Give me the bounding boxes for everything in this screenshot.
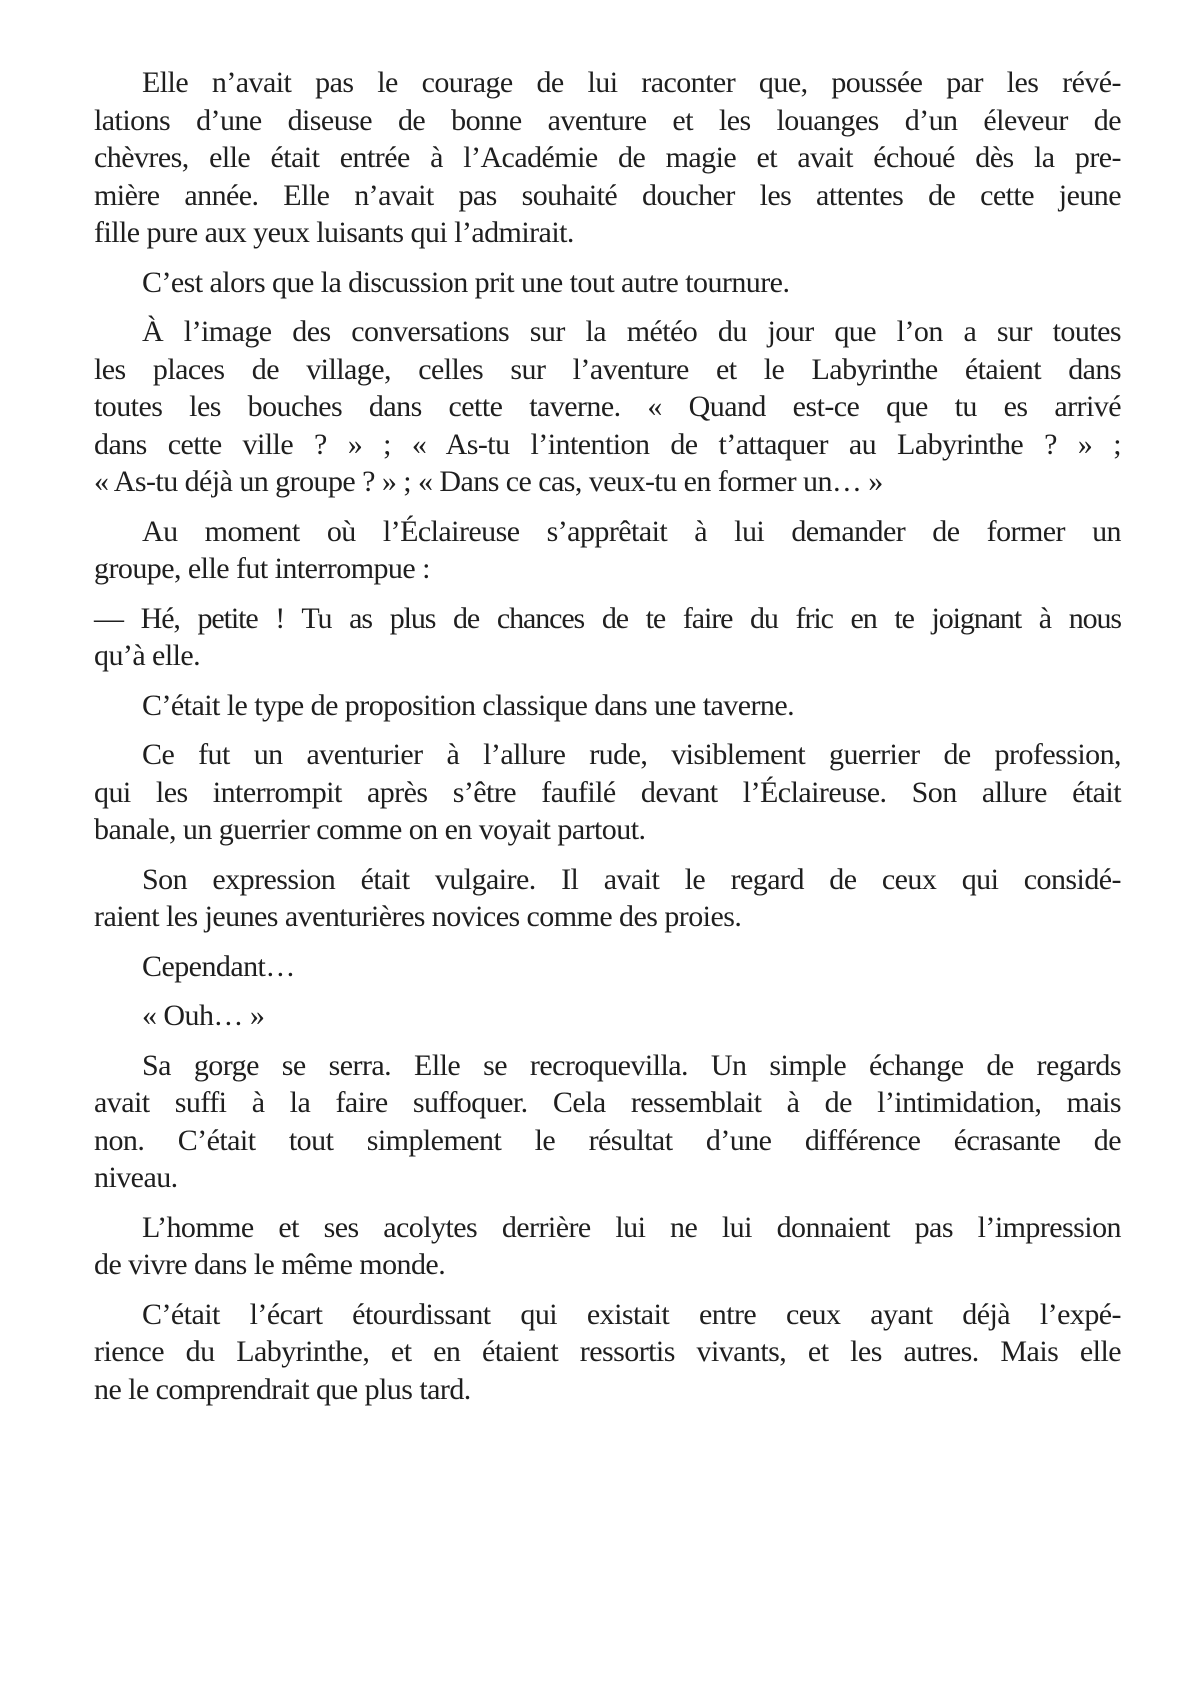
text-line: ne le comprendrait que plus tard.	[94, 1372, 471, 1406]
text-line: fille pure aux yeux luisants qui l’admirait.	[94, 216, 574, 249]
paragraph	[94, 513, 1121, 588]
text-line: L’homme et ses acolytes derrière lui ne lui donnaient pas l’impression	[142, 1210, 1121, 1244]
text-line: — Hé, petite ! Tu as plus de chances de te faire du fric en te joignant à nous	[94, 601, 1121, 635]
text-line: de vivre dans le même monde.	[94, 1248, 446, 1281]
text-line: À l’image des conversations sur la météo du jour que l’on a sur toutes	[142, 315, 1121, 348]
paragraph	[94, 313, 1121, 501]
text-line: « As-tu déjà un groupe ? » ; « Dans ce cas, veux-tu en former un… »	[94, 465, 883, 498]
text-line: raient les jeunes aventurières novices comme des proies.	[94, 900, 742, 933]
text-line: non. C’était tout simplement le résultat d’une différence écrasante de	[94, 1123, 1121, 1157]
paragraph	[94, 1296, 1121, 1409]
text-line: les places de village, celles sur l’aventure et le Labyrinthe étaient dans	[94, 352, 1121, 386]
text-line: Ce fut un aventurier à l’allure rude, visiblement guerrier de profession,	[142, 738, 1121, 771]
text-line: Sa gorge se serra. Elle se recroquevilla. Un simple échange de regards	[142, 1048, 1121, 1082]
text-line: C’était l’écart étourdissant qui existait entre ceux ayant déjà l’expé-	[142, 1297, 1121, 1331]
text-line: lations d’une diseuse de bonne aventure et les louanges d’un éleveur de	[94, 103, 1121, 137]
paragraph	[94, 861, 1121, 936]
text-line: qui les interrompit après s’être faufilé devant l’Éclaireuse. Son allure était	[94, 775, 1121, 809]
text-line: toutes les bouches dans cette taverne. « Quand est-ce que tu es arrivé	[94, 390, 1121, 423]
paragraph	[94, 948, 1121, 986]
text-line: qu’à elle.	[94, 639, 201, 672]
text-line: chèvres, elle était entrée à l’Académie de magie et avait échoué dès la pre-	[94, 141, 1121, 174]
text-line: Elle n’avait pas le courage de lui raconter que, poussée par les révé-	[142, 66, 1121, 99]
text-line: niveau.	[94, 1161, 178, 1194]
text-line: C’était le type de proposition classique dans une taverne.	[142, 688, 795, 722]
text-line: C’est alors que la discussion prit une tout autre tournure.	[142, 265, 790, 299]
text-line: rience du Labyrinthe, et en étaient ressortis vivants, et les autres. Mais elle	[94, 1335, 1121, 1368]
text-line: banale, un guerrier comme on en voyait partout.	[94, 813, 646, 846]
text-line: Cependant…	[142, 949, 295, 983]
text-line: avait suffi à la faire suffoquer. Cela ressemblait à de l’intimidation, mais	[94, 1086, 1121, 1119]
paragraph	[94, 1209, 1121, 1284]
paragraph	[94, 997, 1121, 1035]
paragraph	[94, 64, 1121, 252]
text-line: Son expression était vulgaire. Il avait le regard de ceux qui considé-	[142, 862, 1121, 896]
book-page	[94, 64, 1121, 1420]
text-line: mière année. Elle n’avait pas souhaité doucher les attentes de cette jeune	[94, 178, 1121, 212]
text-line: dans cette ville ? » ; « As-tu l’intention de t’attaquer au Labyrinthe ? » ;	[94, 427, 1121, 461]
paragraph	[94, 687, 1121, 725]
text-line: groupe, elle fut interrompue :	[94, 552, 430, 585]
text-line: « Ouh… »	[142, 999, 265, 1032]
dialogue-paragraph	[94, 600, 1121, 675]
paragraph	[94, 264, 1121, 302]
paragraph	[94, 1047, 1121, 1197]
text-line: Au moment où l’Éclaireuse s’apprêtait à lui demander de former un	[142, 514, 1121, 548]
paragraph	[94, 736, 1121, 849]
